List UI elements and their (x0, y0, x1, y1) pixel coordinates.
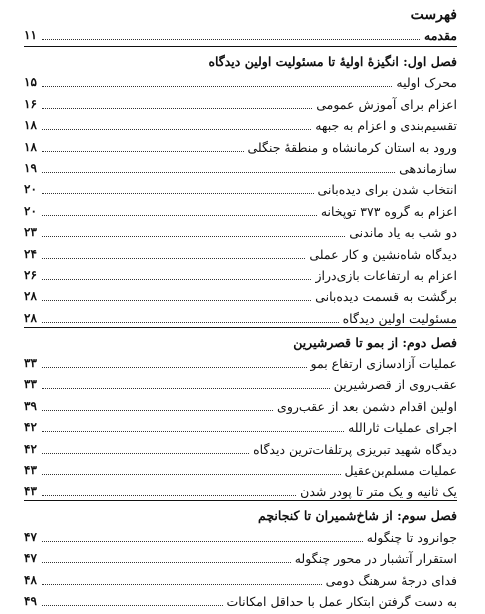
leader-dots (42, 473, 341, 475)
leader-dots (42, 38, 420, 40)
toc-entry-label: اجرای عملیات ثارالله (348, 420, 457, 436)
leader-dots (42, 128, 311, 130)
toc-entry-intro (24, 25, 457, 43)
leader-dots (42, 409, 273, 411)
leader-dots (42, 321, 339, 323)
leader-dots (42, 107, 312, 109)
toc-entry-label: دیدگاه شهید تبریزی پرتلفات‌ترین دیدگاه (253, 441, 457, 457)
toc-entry-page: ۱۵ (24, 75, 37, 90)
toc-entry-label: مسئولیت اولین دیدگاه (342, 310, 457, 326)
toc-entry (24, 435, 457, 456)
toc-entry-page: ۲۶ (24, 267, 37, 282)
leader-dots (42, 150, 244, 152)
toc-entry (24, 69, 457, 90)
toc-entry-page: ۴۲ (24, 420, 37, 435)
toc-entry-page: ۴۳ (24, 484, 37, 499)
leader-dots (42, 583, 322, 585)
chapter-heading: فصل دوم: از بمو تا قصرشیرین (24, 327, 457, 350)
toc-entry-label: سازماندهی (399, 160, 457, 176)
toc-entry-page: ۲۸ (24, 310, 37, 325)
toc-entry (24, 478, 457, 499)
toc-entry-label: تقسیم‌بندی و اعزام به جبهه (315, 118, 457, 134)
toc-entry (24, 197, 457, 218)
toc-entry-label: فدای درجهٔ سرهنگ دومی (325, 572, 457, 588)
toc-entry-page: ۲۰ (24, 182, 37, 197)
toc-title: فهرست (410, 7, 457, 23)
toc-entry (24, 155, 457, 176)
toc-entry-page: ۱۸ (24, 118, 37, 133)
toc-entry-page: ۳۹ (24, 398, 37, 413)
toc-entry (24, 350, 457, 371)
leader-dots (42, 235, 345, 237)
toc-entry-page: ۱۸ (24, 139, 37, 154)
chapter-heading: فصل اول: انگیزهٔ اولیهٔ تا مسئولیت اولین دیدگاه (24, 46, 457, 69)
toc-entry (24, 262, 457, 283)
toc-entry (24, 414, 457, 435)
toc-entry (24, 112, 457, 133)
leader-dots (42, 366, 307, 368)
toc-entry-label: عقب‌روی از قصرشیرین (333, 377, 457, 393)
leader-dots (42, 278, 311, 280)
chapter-heading: فصل سوم: از شاخ‌شمیران تا کنجانچم (24, 500, 457, 523)
toc-entry-label: ورود به استان کرمانشاه و منطقهٔ جنگلی (247, 139, 457, 155)
toc-entry-label: دیدگاه شاه‌نشین و کار عملی (309, 246, 457, 262)
toc-entry-page: ۳۳ (24, 356, 37, 371)
toc-entry-label: به دست گرفتن ابتکار عمل با حداقل امکانات (226, 593, 457, 609)
toc-entry-page: ۴۸ (24, 572, 37, 587)
toc-entry-label: اولین اقدام دشمن بعد از عقب‌روی (277, 398, 457, 414)
toc-entry-label: استقرار آتشبار در محور چنگوله (294, 551, 457, 567)
leader-dots (42, 452, 249, 454)
toc-entry (24, 566, 457, 587)
toc-entry (24, 133, 457, 154)
toc-entry-label: دو شب به یاد ماندنی (349, 225, 457, 241)
toc-entry (24, 283, 457, 304)
leader-dots (42, 387, 330, 389)
toc-entry-label: عملیات مسلم‌بن‌عقیل (344, 463, 457, 479)
toc-entry (24, 392, 457, 413)
toc-entry (24, 545, 457, 566)
leader-dots (42, 214, 317, 216)
toc-entry-label: جوانرود تا چنگوله (366, 529, 457, 545)
toc-entry (24, 176, 457, 197)
toc-entry-label: یک ثانیه و یک متر تا پودر شدن (300, 484, 457, 500)
toc-entry (24, 588, 457, 609)
toc-entry-page: ۲۳ (24, 225, 37, 240)
toc-entry-page: ۴۳ (24, 463, 37, 478)
leader-dots (42, 561, 291, 563)
toc-entry-label: مقدمه (424, 28, 457, 43)
toc-entry-label: اعزام به ارتفاعات بازی‌دراز (315, 267, 457, 283)
toc-entry (24, 371, 457, 392)
leader-dots (42, 604, 223, 606)
leader-dots (42, 85, 392, 87)
leader-dots (42, 171, 395, 173)
toc-entry (24, 457, 457, 478)
toc-entry-page: ۱۶ (24, 96, 37, 111)
toc-entry-page: ۲۸ (24, 289, 37, 304)
leader-dots (42, 430, 344, 432)
leader-dots (42, 257, 305, 259)
toc-entry (24, 240, 457, 261)
toc-entry-page: ۴۹ (24, 593, 37, 608)
toc-entry-page: ۴۷ (24, 529, 37, 544)
leader-dots (42, 299, 311, 301)
toc-entry-label: برگشت به قسمت دیده‌بانی (315, 289, 457, 305)
toc-entry-label: انتخاب شدن برای دیده‌بانی (317, 182, 457, 198)
toc-entry (24, 219, 457, 240)
leader-dots (42, 540, 363, 542)
toc-entry-page: ۴۷ (24, 551, 37, 566)
toc-entry (24, 90, 457, 111)
leader-dots (42, 192, 314, 194)
leader-dots (42, 494, 296, 496)
toc-entry-page: ۲۴ (24, 246, 37, 261)
toc-entry (24, 304, 457, 325)
chapters-list (24, 46, 457, 609)
toc-entry-page: ۱۱ (24, 28, 37, 42)
toc-entry-page: ۴۲ (24, 441, 37, 456)
toc-entry-label: اعزام برای آموزش عمومی (316, 96, 457, 112)
toc-entry-label: اعزام به گروه ۳۷۳ توپخانه (320, 203, 457, 219)
toc-entry-page: ۱۹ (24, 160, 37, 175)
toc-entry-label: محرک اولیه (396, 75, 457, 91)
toc-entry-page: ۲۰ (24, 203, 37, 218)
toc-entry-page: ۳۳ (24, 377, 37, 392)
toc-entry (24, 523, 457, 544)
toc-entry-label: عملیات آزادسازی ارتفاع بمو (310, 356, 457, 372)
